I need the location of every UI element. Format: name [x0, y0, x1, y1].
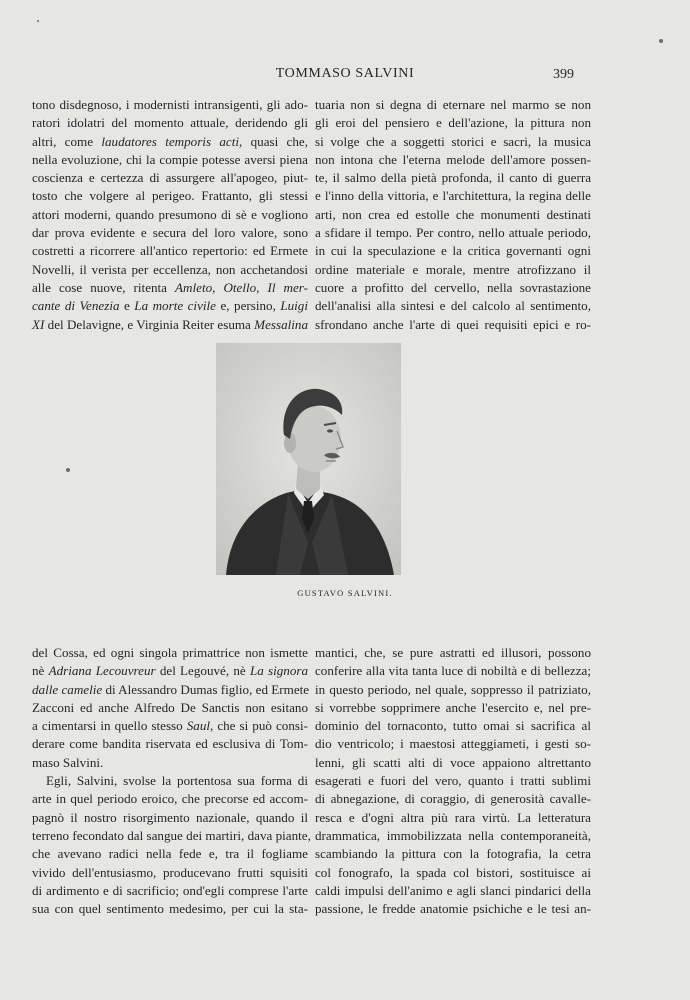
running-header-title: TOMMASO SALVINI	[275, 66, 415, 81]
text-column-top-left	[32, 96, 308, 334]
text-line: lenni, gli scatti alti di voce appaiono altrettanto	[315, 754, 591, 770]
italic-title: Luigi	[280, 298, 308, 314]
text-line: esagerati e fuori del vero, quanto i tratti sublimi	[315, 773, 591, 789]
text-line	[32, 279, 308, 297]
text-line: a sfidare il tempo. Per contro, nello attuale periodo,	[315, 225, 591, 241]
text-line: gli eroi del pensiero e dell'azione, la pittura non	[315, 115, 591, 131]
text-span: nè	[32, 663, 49, 679]
text-span: del Delavigne, e Virginia Reiter esuma	[44, 316, 255, 332]
text-line: arte in quel periodo eroico, che precorse ed accom-	[32, 791, 308, 807]
text-line: caldi impulsi dell'animo e agli slanci pindarici della	[315, 882, 591, 898]
text-line: resca e d'ogni altra più rara virtù. La letteratura	[315, 809, 591, 825]
text-line: non intona che l'eterna melode dell'amore possen-	[315, 151, 591, 167]
print-speck	[66, 468, 70, 472]
text-line: ratori idolatri del momento attuale, deridendo gli	[32, 115, 308, 131]
text-line: col fonografo, la spada col bistori, sostituisce ai	[315, 864, 591, 880]
text-span: , che si può consi-	[210, 718, 308, 734]
text-span: a cimentarsi in quello stesso	[32, 718, 187, 734]
text-line	[32, 681, 308, 699]
text-span: altri, come	[32, 133, 102, 149]
text-line: di ardimento e di sacrificio; ond'egli comprese l'arte	[32, 882, 308, 898]
text-line: drammatica, immobilizzata nella contemporaneità,	[315, 827, 591, 843]
text-span: del Legouvé, nè	[155, 663, 250, 679]
text-line: terreno fecondato dal sangue dei martiri, dava piante,	[32, 827, 311, 843]
text-line: te, il salmo della pietà profonda, il canto di guerra	[315, 170, 591, 186]
text-line: in cui la speculazione e la critica governanti ogni	[315, 243, 591, 259]
caption-text: GUSTAVO SALVINI.	[297, 588, 393, 598]
text-line: coscienza e certezza di assurgere all'apogeo, piut-	[32, 170, 308, 186]
text-span: e, persino,	[215, 298, 281, 314]
portrait-photo	[216, 343, 401, 575]
text-line: sfrondano anche l'arte di quei requisiti epici e ro-	[315, 316, 591, 332]
text-column-bottom-left	[32, 644, 311, 918]
text-line	[32, 662, 308, 680]
text-span: alle cose nuove, ritenta	[32, 279, 176, 295]
text-line: passione, le fredde anatomie psichiche e le tesi an-	[315, 901, 591, 917]
text-line: attori moderni, quando presumono di sè e vogliono	[32, 206, 308, 222]
text-line: sua con quel sentimento medesimo, per cui la sta-	[32, 901, 308, 917]
text-line	[32, 316, 308, 334]
text-line: dell'analisi alla sintesi e del calcolo al sentimento,	[315, 298, 591, 314]
text-line: di abnegazione, di coraggio, di generosità cavalle-	[315, 791, 591, 807]
italic-title: Adriana Lecouvreur	[48, 663, 156, 679]
text-line: del Cossa, ed ogni singola primattrice non ismette	[32, 645, 308, 660]
text-column-top-right	[315, 96, 591, 334]
text-line: si volge che a soggetti storici e sacri, la musica	[315, 133, 591, 149]
text-line: e l'inno della vittoria, e l'architettura, la regina delle	[315, 188, 591, 204]
text-line: cuore a profitto del cervello, nella sovrastazione	[315, 279, 591, 295]
italic-title: cante di Venezia	[32, 298, 120, 314]
italic-title: Amleto, Otello, Il mer-	[175, 279, 308, 295]
text-line: arti, non crea ed estolle che monumenti destinati	[315, 206, 591, 222]
text-line: che avevano radici nella fede e, tra il fogliame	[32, 846, 308, 862]
text-line: maso Salvini.	[32, 754, 104, 770]
text-line: mantici, che, se pure astratti ed illusori, possono	[315, 645, 591, 660]
text-line: ordine materiale e morale, mentre atrofizzano il	[315, 261, 591, 277]
text-line: vivido dell'entusiasmo, producevano frutti squisiti	[32, 864, 308, 880]
italic-title: laudatores temporis acti	[101, 133, 239, 149]
print-speck	[659, 39, 663, 43]
text-line: si vorrebbe sopprimere anche l'esercito e, nel pre-	[315, 699, 591, 715]
text-span: di Alessandro Dumas figlio, ed Ermete	[102, 681, 310, 697]
text-line: conferire alla vita tanta luce di nobiltà e di bellezza;	[315, 663, 591, 679]
text-line	[32, 133, 308, 151]
text-column-bottom-right	[315, 644, 591, 918]
text-line: Egli, Salvini, svolse la portentosa sua forma di	[46, 773, 308, 789]
text-line: pagnò il nostro risorgimento nazionale, quando il	[32, 809, 308, 825]
text-line	[32, 297, 308, 315]
text-line: dio ventricolo; i maestosi atteggiameti, i gesti so-	[315, 736, 591, 752]
text-line: dar prova evidente e secura del loro valore, sono	[32, 225, 308, 241]
text-line: Novelli, il verista per eccellenza, non acchetandosi	[32, 261, 308, 277]
page-number: 399	[553, 67, 574, 82]
portrait-illustration	[216, 343, 401, 575]
text-line: tosto che volgere al perigeo. Frattanto, gli stessi	[32, 188, 308, 204]
italic-title: La signora	[249, 663, 309, 679]
text-line: tono disdegnoso, i modernisti intransigenti, gli ado-	[32, 97, 308, 112]
italic-title: La morte civile	[134, 298, 216, 314]
text-line: Zacconi ed anche Alfredo De Sanctis non esitano	[32, 699, 308, 715]
italic-title: Messalina	[254, 316, 308, 332]
text-line: costretti a ricorrere all'antico repertorio: ed Ermete	[32, 243, 308, 259]
text-line: in questo periodo, nel quale, soppresso il patriziato,	[315, 681, 591, 697]
italic-title: XI	[32, 316, 45, 332]
print-speck	[37, 20, 39, 22]
text-line: dominio del tornaconto, tutto omai si sacrifica al	[315, 718, 591, 734]
text-line: derare come bandita riservata ed esclusiva di Tom-	[32, 736, 308, 752]
text-line: nella evoluzione, chi la compie potesse aversi piena	[32, 151, 308, 167]
text-line: scambiando la pittura con la fotografia, la cetra	[315, 846, 591, 862]
text-line: tuaria non si degna di eternare nel marmo se non	[315, 97, 591, 112]
text-line	[32, 717, 308, 735]
italic-title: dalle camelie	[32, 681, 103, 697]
text-span: e	[119, 298, 135, 314]
text-span: , quasi che,	[239, 133, 308, 149]
italic-title: Saul	[186, 718, 211, 734]
photo-caption	[0, 588, 622, 598]
